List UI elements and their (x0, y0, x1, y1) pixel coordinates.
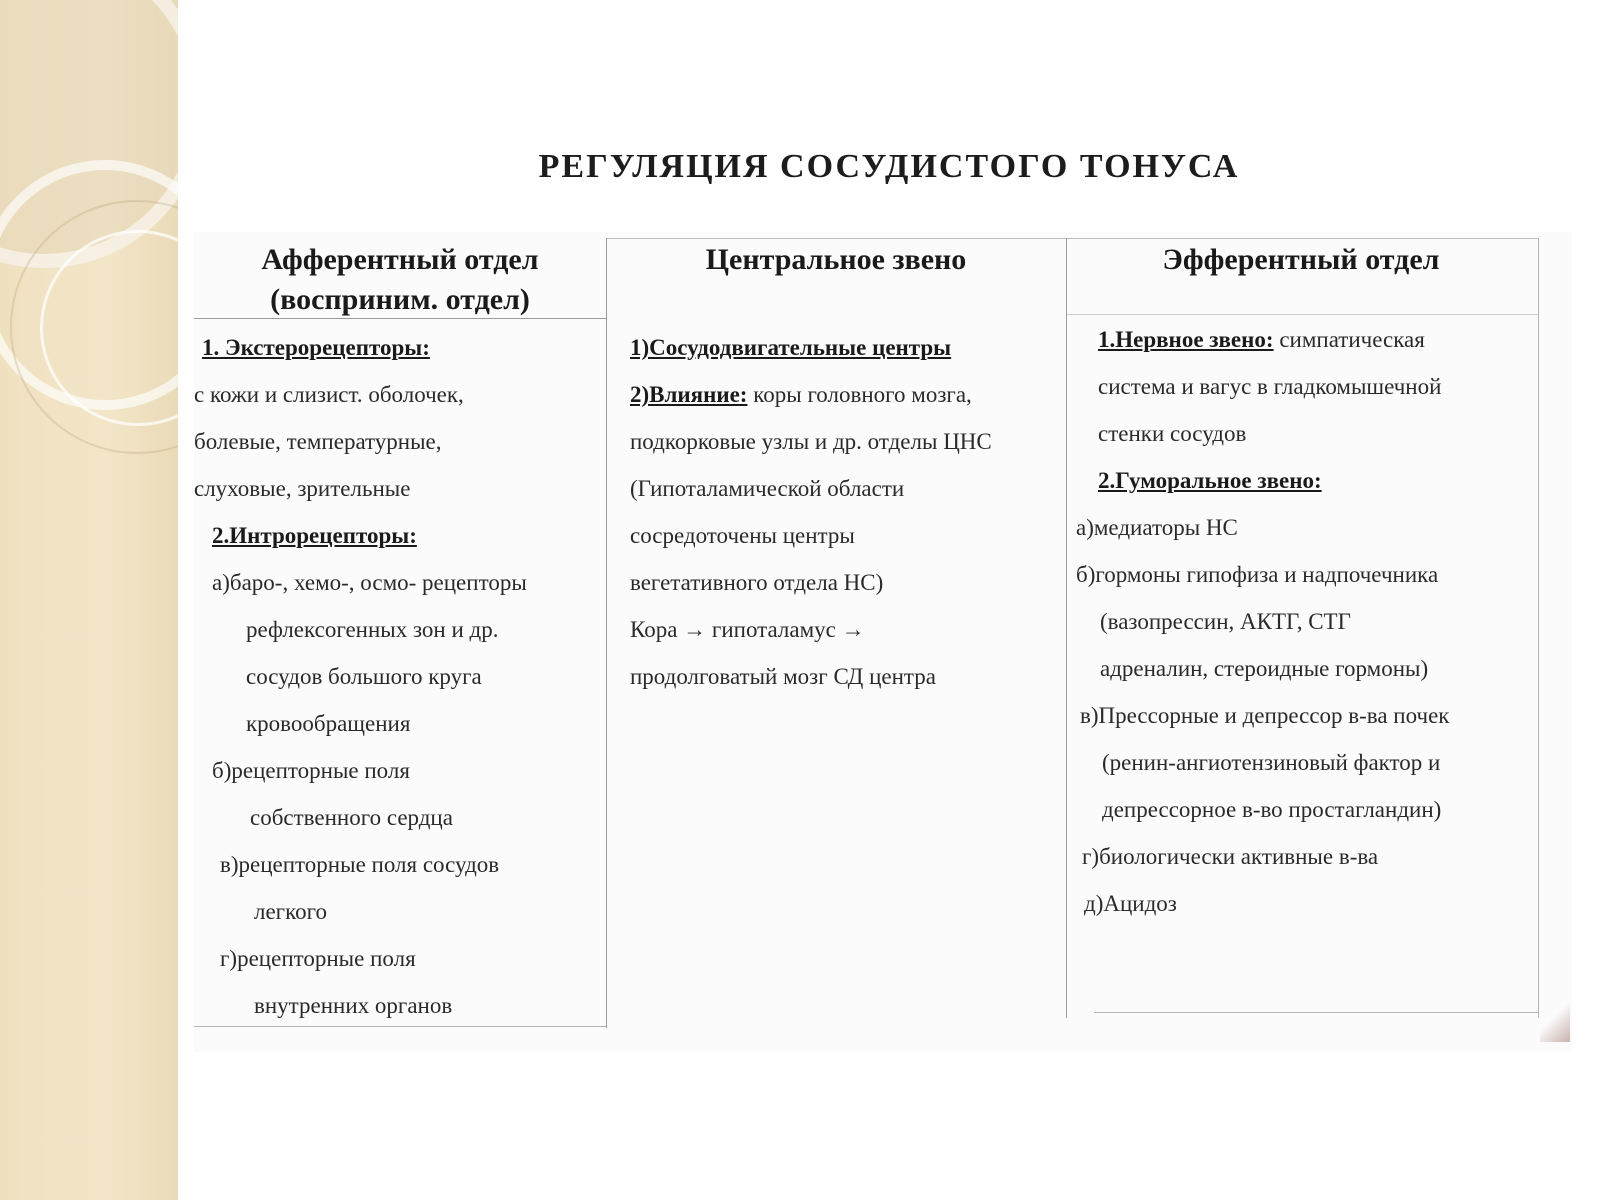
page-title: РЕГУЛЯЦИЯ СОСУДИСТОГО ТОНУСА (538, 148, 1240, 185)
line-text: в)рецепторные поля сосудов (220, 852, 500, 877)
line-text: б)гормоны гипофиза и надпочечника (1076, 562, 1439, 587)
line-text: депрессорное в-во простагландин) (1102, 797, 1442, 822)
line-text: рефлексогенных зон и др. (246, 617, 499, 642)
list-item (194, 935, 606, 982)
list-item (630, 324, 1066, 371)
line-text: болевые, температурные, (194, 429, 442, 454)
list-item (1066, 786, 1536, 833)
line-text: сосредоточены центры (630, 523, 855, 548)
list-item (194, 794, 606, 841)
line-text: легкого (254, 899, 327, 924)
list-item (1066, 410, 1536, 457)
line-text: вегетативного отдела НС) (630, 570, 884, 595)
column-divider (1538, 238, 1539, 1018)
list-item (1066, 504, 1536, 551)
line-text: а)баро-, хемо-, осмо- рецепторы (212, 570, 527, 595)
line-text: симпатическая (1273, 327, 1425, 352)
list-item (194, 982, 606, 1029)
line-text: продолговатый мозг СД центра (630, 664, 936, 689)
line-text: (Гипоталамической области (630, 476, 905, 501)
column-lines (1066, 316, 1536, 927)
column-header-line: Афферентный отдел (261, 243, 539, 276)
line-text: Кора → гипоталамус → (630, 617, 865, 642)
list-item (194, 559, 606, 606)
line-text: собственного сердца (250, 805, 453, 830)
line-text: система и вагус в гладкомышечной (1098, 374, 1442, 399)
line-text: (вазопрессин, АКТГ, СТГ (1100, 609, 1351, 634)
list-item (194, 324, 606, 371)
list-item (194, 653, 606, 700)
column-central (606, 232, 1066, 1032)
line-text: с кожи и слизист. оболочек, (194, 382, 464, 407)
column-lines (606, 324, 1066, 700)
scan-corner-shadow (1540, 1002, 1570, 1042)
line-text: слуховые, зрительные (194, 476, 411, 501)
list-item (1066, 551, 1536, 598)
line-text: сосудов большого круга (246, 664, 482, 689)
list-item (194, 888, 606, 935)
line-text: (ренин-ангиотензиновый фактор и (1102, 750, 1441, 775)
section-heading: 2.Гуморальное звено: (1098, 468, 1322, 493)
section-heading: 1. Экстерорецепторы: (202, 335, 430, 360)
decorative-side-band (0, 0, 178, 1200)
column-header (606, 232, 1066, 280)
list-item (1066, 692, 1536, 739)
list-item (630, 606, 1066, 653)
list-item (1066, 645, 1536, 692)
line-text: а)медиаторы НС (1076, 515, 1238, 540)
line-text: г)рецепторные поля (220, 946, 416, 971)
line-text: подкорковые узлы и др. отделы ЦНС (630, 429, 992, 454)
list-item (630, 418, 1066, 465)
list-item (630, 559, 1066, 606)
list-item (1066, 880, 1536, 927)
column-header (1066, 232, 1536, 280)
list-item (1066, 833, 1536, 880)
list-item (1066, 739, 1536, 786)
column-header-line: (восприним. отдел) (270, 283, 530, 316)
list-item (194, 841, 606, 888)
list-item (630, 512, 1066, 559)
section-heading: 1)Сосудодвигательные центры (630, 335, 952, 360)
line-text: стенки сосудов (1098, 421, 1247, 446)
list-item (194, 747, 606, 794)
list-item (194, 606, 606, 653)
list-item (630, 465, 1066, 512)
line-text: кровообращения (246, 711, 411, 736)
line-text: г)биологически активные в-ва (1082, 844, 1379, 869)
column-header (194, 232, 606, 320)
section-heading: 2)Влияние: (630, 382, 748, 407)
list-item (1066, 316, 1536, 363)
slide-content (178, 0, 1600, 1200)
list-item (194, 465, 606, 512)
section-heading: 1.Нервное звено: (1098, 327, 1274, 352)
list-item (194, 371, 606, 418)
list-item (1066, 457, 1536, 504)
column-efferent (1066, 232, 1536, 1032)
scanned-table (194, 232, 1572, 1052)
line-text: адреналин, стероидные гормоны) (1100, 656, 1429, 681)
line-text: коры головного мозга, (747, 382, 972, 407)
list-item (630, 653, 1066, 700)
column-header-line: Центральное звено (705, 243, 967, 276)
line-text: внутренних органов (254, 993, 453, 1018)
line-text: в)Прессорные и депрессор в-ва почек (1080, 703, 1450, 728)
column-lines (194, 324, 606, 1029)
list-item (194, 418, 606, 465)
column-afferent (194, 232, 606, 1032)
list-item (194, 512, 606, 559)
list-item (630, 371, 1066, 418)
list-item (194, 700, 606, 747)
line-text: б)рецепторные поля (212, 758, 410, 783)
list-item (1066, 598, 1536, 645)
column-header-line: Эфферентный отдел (1162, 243, 1440, 276)
line-text: д)Ацидоз (1084, 891, 1177, 916)
section-heading: 2.Интрорецепторы: (212, 523, 417, 548)
list-item (1066, 363, 1536, 410)
